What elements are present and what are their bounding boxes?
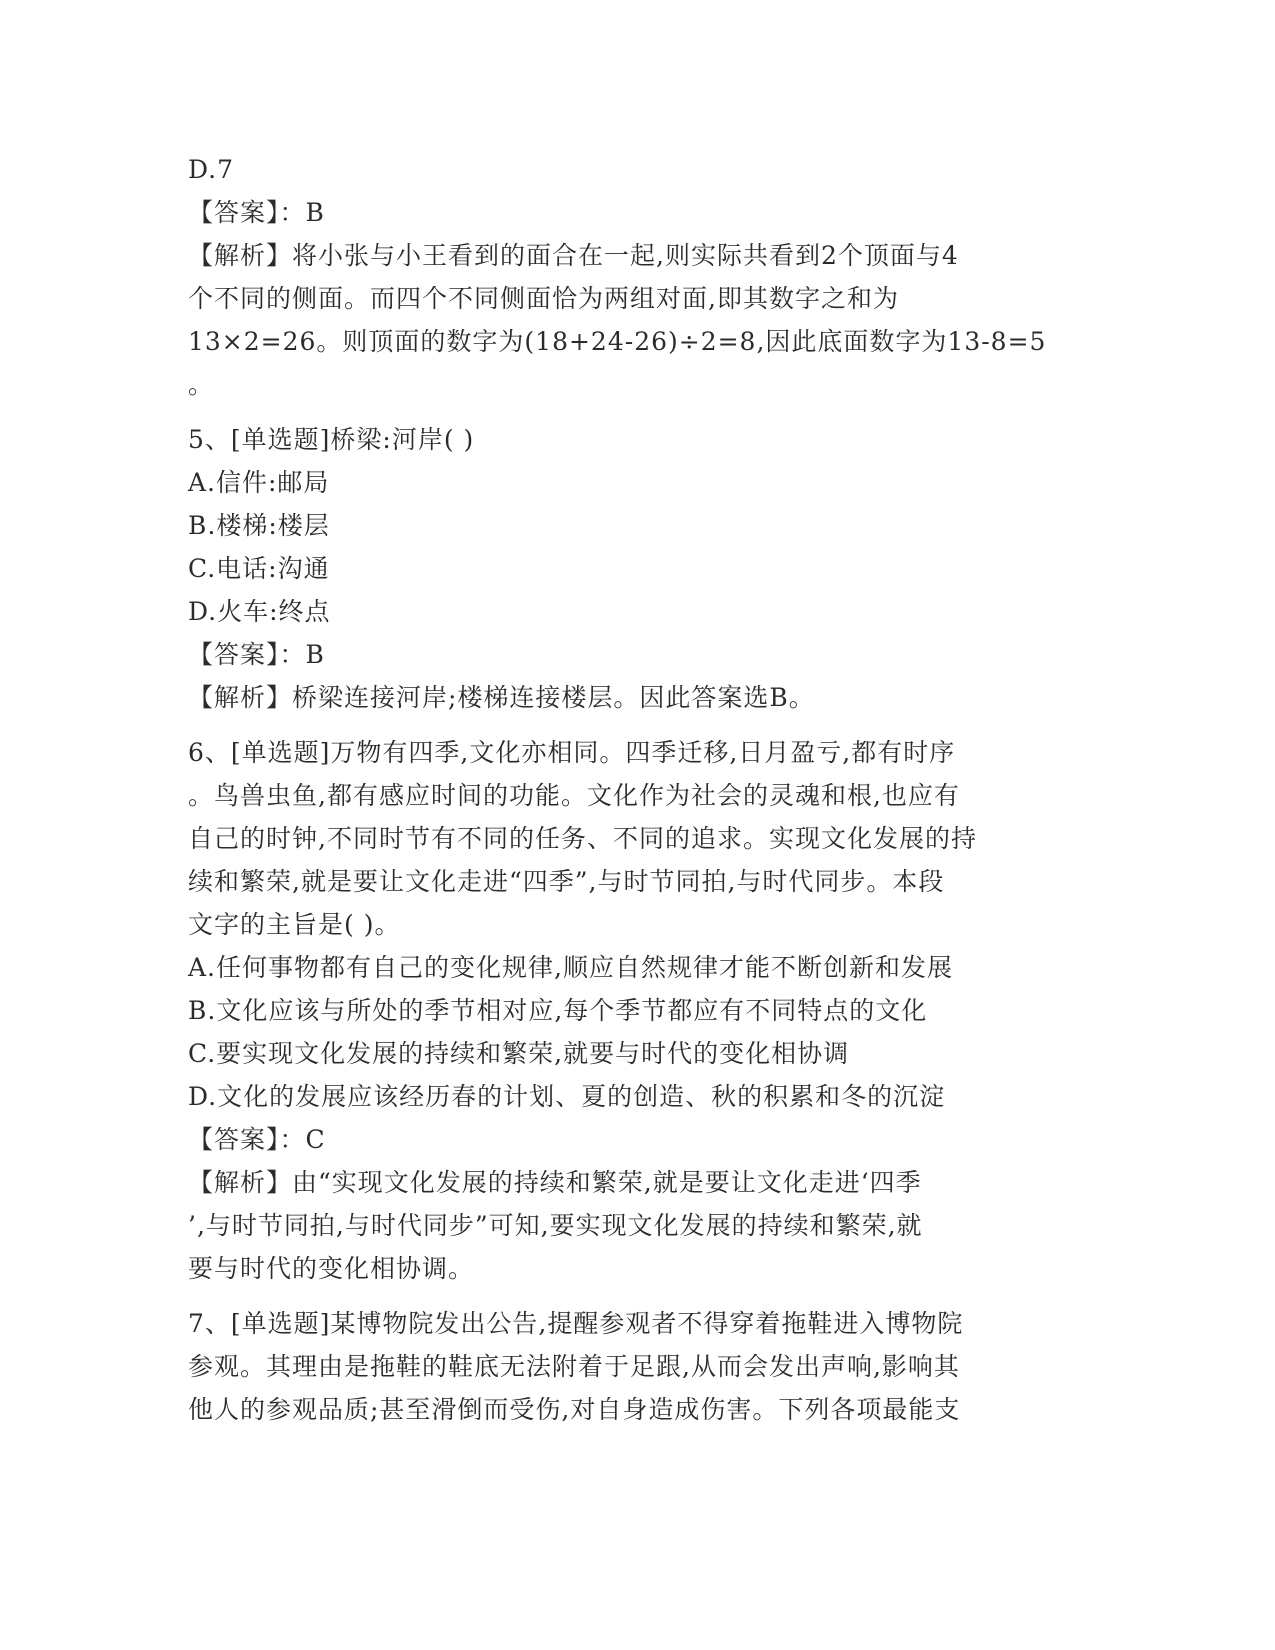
q6-option-a: A.任何事物都有自己的变化规律,顺应自然规律才能不断创新和发展 xyxy=(188,953,953,982)
q4-analysis-line: 。 xyxy=(188,370,215,399)
q6-stem-line: 续和繁荣,就是要让文化走进“四季”,与时节同拍,与时代同步。本段 xyxy=(188,867,945,896)
q7-stem-line: 参观。其理由是拖鞋的鞋底无法附着于足跟,从而会发出声响,影响其 xyxy=(188,1352,960,1381)
q5-option-a: A.信件:邮局 xyxy=(188,468,330,497)
q6-analysis-line: ’,与时节同拍,与时代同步”可知,要实现文化发展的持续和繁荣,就 xyxy=(188,1211,923,1240)
q7-stem-line: 7、[单选题]某博物院发出公告,提醒参观者不得穿着拖鞋进入博物院 xyxy=(188,1309,964,1338)
q5-option-d: D.火车:终点 xyxy=(188,597,331,626)
q5-analysis: 【解析】桥梁连接河岸;楼梯连接楼层。因此答案选B。 xyxy=(188,683,815,712)
q6-analysis-line: 要与时代的变化相协调。 xyxy=(188,1254,475,1283)
q6-stem-line: 。鸟兽虫鱼,都有感应时间的功能。文化作为社会的灵魂和根,也应有 xyxy=(188,781,960,810)
spacer xyxy=(188,719,1078,731)
q5-option-c: C.电话:沟通 xyxy=(188,554,330,583)
q5-answer: 【答案】：B xyxy=(188,640,325,669)
q5-stem: 5、[单选题]桥梁:河岸( ) xyxy=(188,425,475,454)
q6-option-c: C.要实现文化发展的持续和繁荣,就要与时代的变化相协调 xyxy=(188,1039,850,1068)
q4-answer: 【答案】：B xyxy=(188,198,325,227)
q4-analysis-line: 13×2=26。则顶面的数字为(18+24-26)÷2=8,因此底面数字为13-8=5 xyxy=(188,327,1047,356)
q6-stem-line: 6、[单选题]万物有四季,文化亦相同。四季迁移,日月盈亏,都有时序 xyxy=(188,738,956,767)
q5-option-b: B.楼梯:楼层 xyxy=(188,511,330,540)
q6-stem-line: 文字的主旨是( )。 xyxy=(188,910,401,939)
spacer xyxy=(188,406,1078,418)
q7-stem-line: 他人的参观品质;甚至滑倒而受伤,对自身造成伤害。下列各项最能支 xyxy=(188,1395,961,1424)
q4-option-d: D.7 xyxy=(188,155,235,184)
q6-answer: 【答案】：C xyxy=(188,1125,326,1154)
q6-stem-line: 自己的时钟,不同时节有不同的任务、不同的追求。实现文化发展的持 xyxy=(188,824,977,853)
q6-option-d: D.文化的发展应该经历春的计划、夏的创造、秋的积累和冬的沉淀 xyxy=(188,1082,946,1111)
page-content xyxy=(188,148,1078,1431)
q4-analysis-line: 个不同的侧面。而四个不同侧面恰为两组对面,即其数字之和为 xyxy=(188,284,899,313)
q4-analysis-line: 【解析】将小张与小王看到的面合在一起,则实际共看到2个顶面与4 xyxy=(188,241,959,270)
q6-analysis-line: 【解析】由“实现文化发展的持续和繁荣,就是要让文化走进‘四季 xyxy=(188,1168,922,1197)
spacer xyxy=(188,1290,1078,1302)
q6-option-b: B.文化应该与所处的季节相对应,每个季节都应有不同特点的文化 xyxy=(188,996,928,1025)
